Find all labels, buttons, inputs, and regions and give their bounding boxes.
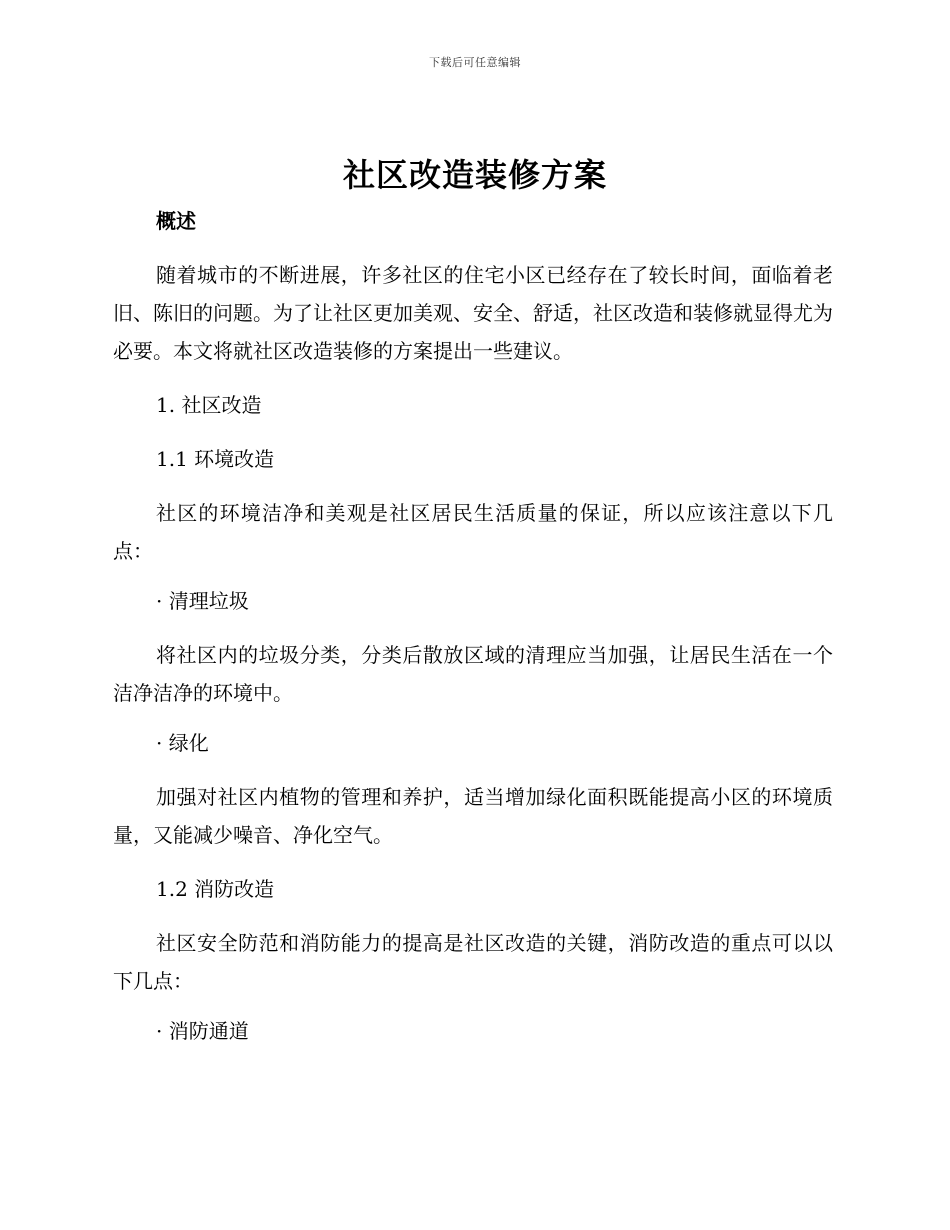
section-1-2-heading: 1.2 消防改造	[156, 877, 275, 901]
section-1-heading: 1. 社区改造	[156, 393, 262, 417]
overview-paragraph: 随着城市的不断进展，许多社区的住宅小区已经存在了较长时间，面临着老旧、陈旧的问题。为了让社区更加美观、安全、舒适，社区改造和装修就显得尤为必要。本文将就社区改造装修的方案提出一些建议。	[113, 263, 833, 363]
bullet-item-cleanup-text: 将社区内的垃圾分类，分类后散放区域的清理应当加强，让居民生活在一个洁净洁净的环境中。	[113, 643, 833, 705]
section-1-1-heading: 1.1 环境改造	[156, 447, 275, 471]
bullet-item-greening-text: 加强对社区内植物的管理和养护，适当增加绿化面积既能提高小区的环境质量，又能减少噪音、净化空气。	[113, 785, 833, 847]
section-1-1-intro: 社区的环境洁净和美观是社区居民生活质量的保证，所以应该注意以下几点：	[113, 501, 833, 563]
bullet-item-greening: · 绿化	[156, 731, 209, 755]
bullet-item-cleanup: · 清理垃圾	[156, 589, 249, 613]
section-1-2-intro: 社区安全防范和消防能力的提高是社区改造的关键，消防改造的重点可以以下几点：	[113, 931, 833, 993]
bullet-item-fire-passage: · 消防通道	[156, 1019, 249, 1043]
document-body	[113, 206, 833, 1046]
overview-heading: 概述	[156, 209, 196, 233]
page-header-note: 下载后可任意编辑	[429, 56, 521, 69]
document-title: 社区改造装修方案	[342, 156, 607, 194]
